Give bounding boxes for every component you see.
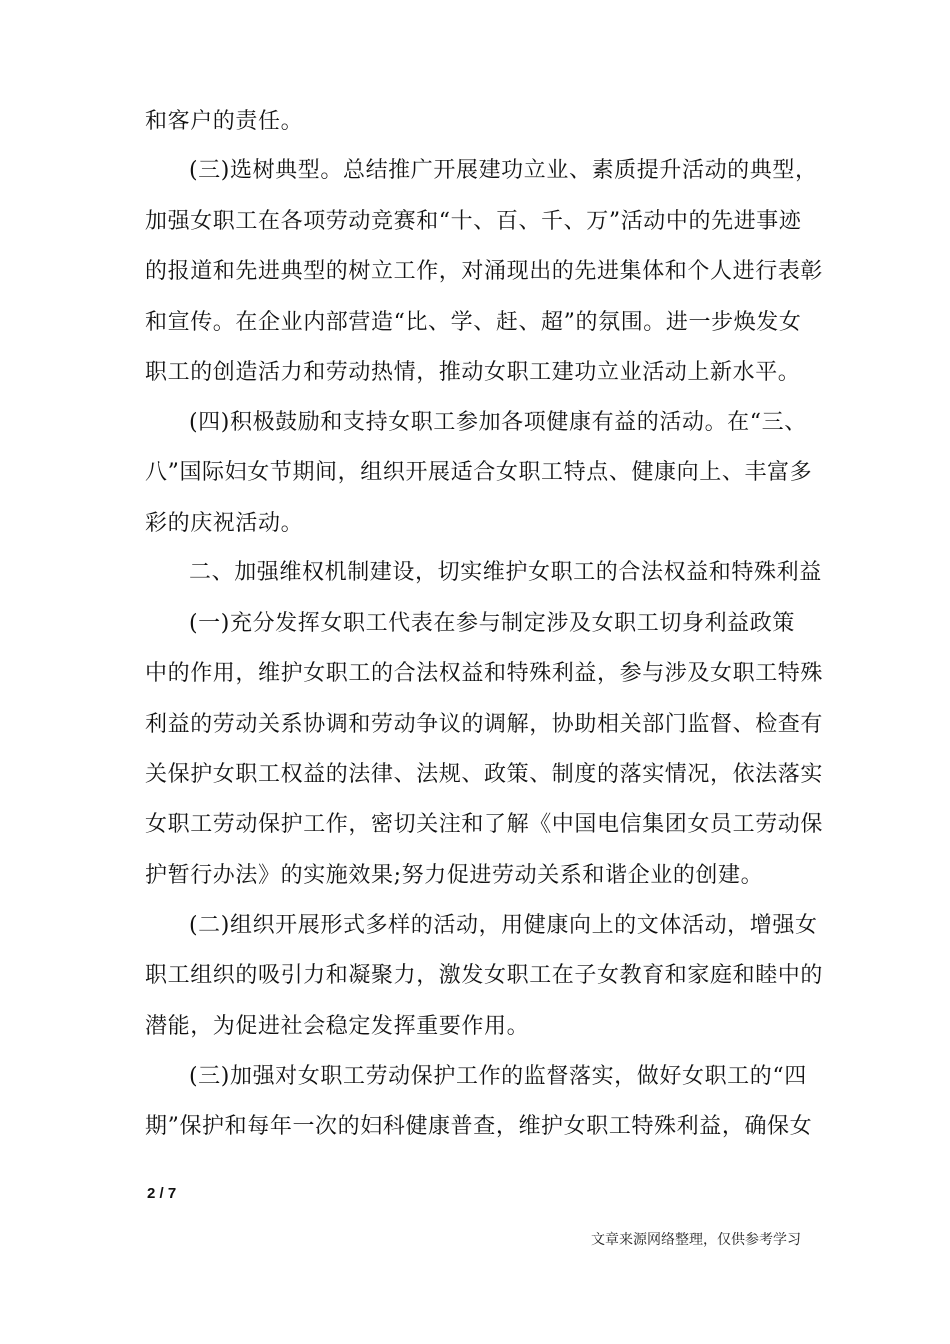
paragraph-line: 关保护女职工权益的法律、法规、政策、制度的落实情况，依法落实 [145, 762, 824, 787]
paragraph-line: 职工组织的吸引力和凝聚力，激发女职工在子女教育和家庭和睦中的 [145, 963, 824, 988]
section-heading: 二、加强维权机制建设，切实维护女职工的合法权益和特殊利益 [189, 560, 822, 585]
paragraph-line: (二)组织开展形式多样的活动，用健康向上的文体活动，增强女 [189, 913, 818, 938]
paragraph-line: (三)加强对女职工劳动保护工作的监督落实，做好女职工的“四 [189, 1064, 807, 1089]
paragraph-line: 和宣传。在企业内部营造“比、学、赶、超”的氛围。进一步焕发女 [145, 310, 802, 335]
paragraph-line: 加强女职工在各项劳动竞赛和“十、百、千、万”活动中的先进事迹 [145, 209, 802, 234]
paragraph-line: 期”保护和每年一次的妇科健康普查，维护女职工特殊利益，确保女 [145, 1114, 813, 1139]
footer-note: 文章来源网络整理，仅供参考学习 [591, 1232, 801, 1248]
page-number: 2 / 7 [147, 1185, 177, 1202]
paragraph-line: 利益的劳动关系协调和劳动争议的调解，协助相关部门监督、检查有 [145, 712, 824, 737]
paragraph-line: 和客户的责任。 [145, 109, 304, 134]
paragraph-line: (一)充分发挥女职工代表在参与制定涉及女职工切身利益政策 [189, 611, 795, 636]
paragraph-line: (四)积极鼓励和支持女职工参加各项健康有益的活动。在“三、 [189, 410, 807, 435]
paragraph-line: 职工的创造活力和劳动热情，推动女职工建功立业活动上新水平。 [145, 360, 801, 385]
paragraph-line: (三)选树典型。总结推广开展建功立业、素质提升活动的典型， [189, 158, 818, 183]
paragraph-line: 护暂行办法》的实施效果;努力促进劳动关系和谐企业的创建。 [145, 863, 764, 888]
paragraph-line: 的报道和先进典型的树立工作，对涌现出的先进集体和个人进行表彰 [145, 259, 824, 284]
paragraph-line: 潜能，为促进社会稳定发挥重要作用。 [145, 1014, 530, 1039]
paragraph-line: 八”国际妇女节期间，组织开展适合女职工特点、健康向上、丰富多 [145, 460, 813, 485]
paragraph-line: 彩的庆祝活动。 [145, 511, 304, 536]
paragraph-line: 中的作用，维护女职工的合法权益和特殊利益，参与涉及女职工特殊 [145, 661, 824, 686]
paragraph-line: 女职工劳动保护工作，密切关注和了解《中国电信集团女员工劳动保 [145, 812, 824, 837]
